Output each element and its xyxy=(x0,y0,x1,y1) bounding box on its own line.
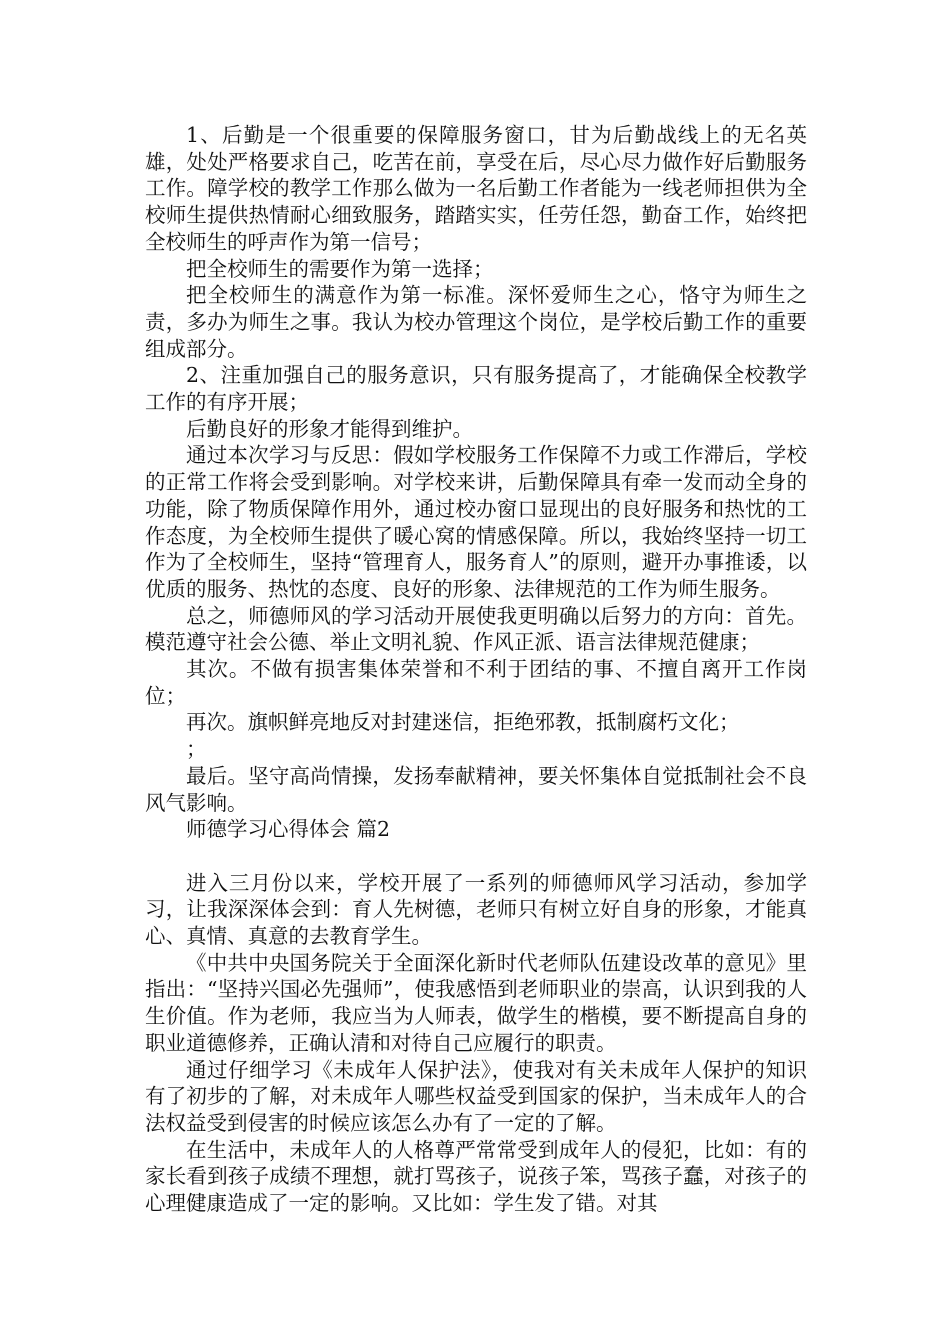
document-body xyxy=(145,122,807,1217)
paragraph: 把全校师生的需要作为第一选择； xyxy=(186,256,494,281)
section-heading: 师德学习心得体会 篇2 xyxy=(186,817,391,842)
blank-line xyxy=(145,843,807,870)
paragraph: 最后。坚守高尚情操，发扬奉献精神，要关怀集体自觉抵制社会不良风气影响。 xyxy=(145,763,807,815)
paragraph: 进入三月份以来，学校开展了一系列的师德师风学习活动，参加学习，让我深深体会到：育人先树德，老师只有树立好自身的形象，才能真心、真情、真意的去教育学生。 xyxy=(145,870,807,949)
paragraph: 再次。旗帜鲜亮地反对封建迷信，拒绝邪教，抵制腐朽文化； xyxy=(186,710,740,735)
paragraph: 其次。不做有损害集体荣誉和不利于团结的事、不擅自离开工作岗位； xyxy=(145,657,807,708)
paragraph: 总之，师德师风的学习活动开展使我更明确以后努力的方向：首先。模范遵守社会公德、举止文明礼貌、作风正派、语言法律规范健康； xyxy=(145,603,807,655)
paragraph: 把全校师生的满意作为第一标准。深怀爱师生之心，恪守为师生之责，多办为师生之事。我认为校办管理这个岗位，是学校后勤工作的重要组成部分。 xyxy=(145,283,807,361)
paragraph: 后勤良好的形象才能得到维护。 xyxy=(186,416,473,441)
paragraph: ； xyxy=(186,737,207,762)
paragraph: 通过本次学习与反思：假如学校服务工作保障不力或工作滞后，学校的正常工作将会受到影响。对学校来讲，后勤保障具有牵一发而动全身的功能，除了物质保障作用外，通过校办窗口显现出的良好服务和热忱的工作态度，为全校师生提供了暖心窝的情感保障。所以，我始终坚持一切工作为了全校师生，坚持“管理育人，服务育人”的原则，避开办事推诿，以优质的服务、热忱的态度、良好的形象、法律规范的工作为师生服务。 xyxy=(145,443,807,601)
paragraph: 1、后勤是一个很重要的保障服务窗口，甘为后勤战线上的无名英雄，处处严格要求自己，吃苦在前，享受在后，尽心尽力做作好后勤服务工作。障学校的教学工作那么做为一名后勤工作者能为一线老师担供为全校师生提供热情耐心细致服务，踏踏实实，任劳任怨，勤奋工作，始终把全校师生的呼声作为第一信号； xyxy=(145,123,807,254)
paragraph: 2、注重加强自己的服务意识，只有服务提高了，才能确保全校教学工作的有序开展； xyxy=(145,363,807,415)
paragraph: 通过仔细学习《未成年人保护法》，使我对有关未成年人保护的知识有了初步的了解，对未成年人哪些权益受到国家的保护，当未成年人的合法权益受到侵害的时候应该怎么办有了一定的了解。 xyxy=(145,1057,807,1135)
paragraph: 在生活中，未成年人的人格尊严常常受到成年人的侵犯，比如：有的家长看到孩子成绩不理想，就打骂孩子，说孩子笨，骂孩子蠢，对孩子的心理健康造成了一定的影响。又比如：学生发了错。对其 xyxy=(145,1137,807,1216)
paragraph: 《中共中央国务院关于全面深化新时代老师队伍建设改革的意见》里指出：“坚持兴国必先强师”，使我感悟到老师职业的崇高，认识到我的人生价值。作为老师，我应当为人师表，做学生的楷模，要不断提高自身的职业道德修养，正确认清和对待自己应履行的职责。 xyxy=(145,950,807,1055)
